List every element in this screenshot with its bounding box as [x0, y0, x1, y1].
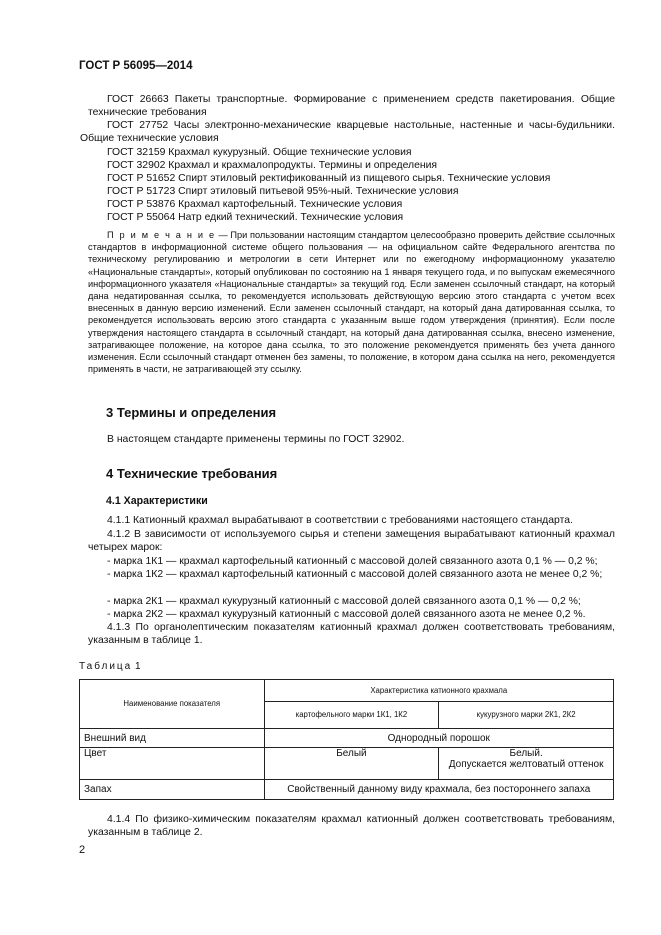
- table-cell-name: Цвет: [80, 748, 265, 780]
- note-text: — При пользовании настоящим стандартом целесообразно проверить действие ссылочных стандартов в информационной системе общего пользования — на официальном сайте Федерального агентства по техническому регулированию и метрологии в сети Интернет или по ежегодному информационному указателю «Национальные стандарты», который опубликован по состоянию на 1 января текущего года, и по выпускам ежемесячного информационного указателя «Национальные стандарты» за текущий год. Если заменен ссылочный стандарт, на который дана недатированная ссылка, то рекомендуется использовать действующую версию этого стандарта с учетом всех внесенных в данную версию изменений. Если заменен ссылочный стандарт, на который дана датированная ссылка, то рекомендуется использовать версию этого стандарта с указанным выше годом утверждения (принятия). Если после утверждения настоящего стандарта в ссылочный стандарт, на который дана датированная ссылка, внесено изменение, затрагивающее положение, на которое дана ссылка, то это положение рекомендуется применять без учета данного изменения. Если ссылочный стандарт отменен без замены, то положение, в котором дана ссылка на него, рекомендуется применять в части, не затрагивающей эту ссылку.: [88, 230, 616, 375]
- reference-item: ГОСТ 32902 Крахмал и крахмалопродукты. Термины и определения: [107, 160, 438, 171]
- clause-4-1-2: 4.1.2 В зависимости от используемого сырья и степени замещения вырабатывают катионный крахмал четырех марок:: [88, 529, 615, 554]
- reference-item: ГОСТ 32159 Крахмал кукурузный. Общие технические условия: [107, 147, 412, 158]
- table-caption: [79, 661, 141, 672]
- subsection-4-1-heading: 4.1 Характеристики: [106, 495, 208, 507]
- section-3-heading: 3 Термины и определения: [106, 405, 277, 420]
- table-1: [79, 679, 614, 800]
- table-cell-name: Запах: [80, 780, 265, 800]
- table-caption-word: Таблица: [79, 661, 133, 672]
- clause-4-1-3: 4.1.3 По органолептическим показателям катионный крахмал должен соответствовать требованиям, указанным в таблице 1.: [88, 622, 615, 647]
- reference-item: ГОСТ 27752 Часы электронно-механические кварцевые настольные, настенные и часы-будильники. Общие технические условия: [80, 120, 615, 145]
- mark-item: - марка 2К2 — крахмал кукурузный катионный с массовой долей связанного азота не менее 0,2 %.: [107, 609, 586, 620]
- table-row: [80, 729, 614, 748]
- table-head-corn: кукурузного марки 2К1, 2К2: [439, 702, 614, 729]
- table-cell-value: Свойственный данному виду крахмала, без постороннего запаха: [264, 780, 613, 800]
- mark-item: - марка 1К2 — крахмал картофельный катионный с массовой долей связанного азота не менее 0,2 %;: [107, 569, 603, 580]
- table-cell-line: Белый.: [509, 748, 543, 759]
- mark-item: - марка 1К1 — крахмал картофельный катионный с массовой долей связанного азота 0,1 % — 0,2 %;: [107, 556, 598, 567]
- table-head-group: Характеристика катионного крахмала: [264, 680, 613, 702]
- table-caption-number: 1: [135, 661, 141, 672]
- document-header: ГОСТ Р 56095—2014: [79, 60, 193, 72]
- table-cell-value: [439, 748, 614, 780]
- table-row: [80, 780, 614, 800]
- page-number: 2: [79, 844, 86, 856]
- reference-item: ГОСТ Р 51723 Спирт этиловый питьевой 95%-ный. Технические условия: [107, 186, 459, 197]
- mark-item: - марка 2К1 — крахмал кукурузный катионный с массовой долей связанного азота 0,1 % — 0,2 %;: [107, 596, 581, 607]
- clause-4-1-4: 4.1.4 По физико-химическим показателям крахмал катионный должен соответствовать требованиям, указанным в таблице 2.: [88, 814, 615, 839]
- table-cell-name: Внешний вид: [80, 729, 265, 748]
- table-head-potato: картофельного марки 1К1, 1К2: [264, 702, 439, 729]
- table-head-indicator: Наименование показателя: [80, 680, 265, 729]
- note-label: П р и м е ч а н и е: [107, 230, 216, 240]
- table-cell-value: Однородный порошок: [264, 729, 613, 748]
- table-cell-value: Белый: [264, 748, 439, 780]
- section-3-text: В настоящем стандарте применены термины по ГОСТ 32902.: [107, 434, 405, 445]
- reference-item: ГОСТ Р 51652 Спирт этиловый ректификованный из пищевого сырья. Технические условия: [107, 173, 551, 184]
- reference-item: ГОСТ Р 53876 Крахмал картофельный. Технические условия: [107, 199, 403, 210]
- reference-item: ГОСТ Р 55064 Натр едкий технический. Технические условия: [107, 212, 404, 223]
- reference-item: ГОСТ 26663 Пакеты транспортные. Формирование с применением средств пакетирования. Общие технические требования: [88, 94, 615, 119]
- table-cell-line: Допускается желтоватый оттенок: [448, 759, 604, 770]
- clause-4-1-1: 4.1.1 Катионный крахмал вырабатывают в соответствии с требованиями настоящего стандарта.: [107, 515, 573, 526]
- note-paragraph: [88, 229, 615, 375]
- section-4-heading: 4 Технические требования: [106, 466, 278, 481]
- table-row: [80, 748, 614, 780]
- table-header-row: [80, 680, 614, 702]
